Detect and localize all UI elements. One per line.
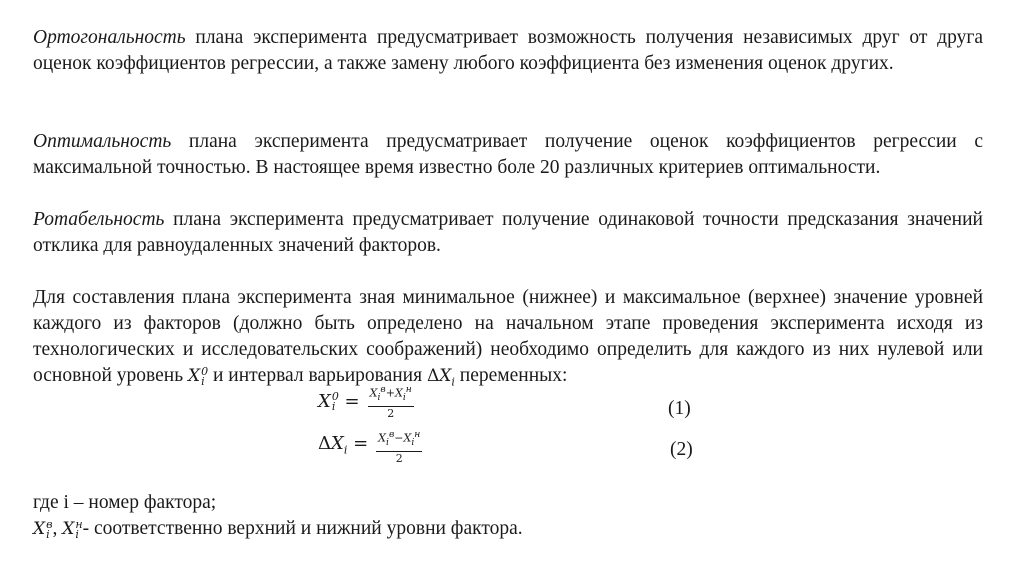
paragraph-text: и интервал варьирования	[208, 365, 427, 386]
formula-1-fraction: $\frac{X_i^в+X_i^н}{2}$	[369, 384, 412, 420]
term-rotatability: Ротабельность	[33, 209, 165, 230]
paragraph-optimality	[33, 129, 983, 181]
footer-factor-index: где i – номер фактора;	[33, 492, 217, 513]
paragraph-levels	[33, 285, 983, 395]
paragraph-text: плана эксперимента предусматривает получение оценок коэффициентов регрессии с максимальной точностью. В настоящее время известно боле 20 различных критериев оптимальности.	[33, 131, 983, 178]
formula-2	[318, 428, 422, 466]
formula-2-fraction: $\frac{X_i^в-X_i^н}{2}$	[378, 429, 421, 465]
zero-level-symbol: X 0 i	[187, 364, 209, 388]
paragraph-text: Для составления плана эксперимента зная минимальное (нижнее) и максимальное (верхнее) значение уровней каждого из факторов (должно быть определено на начальном этапе проведения эксперимента исходя из технологических и исследовательских соображений) необходимо определить для каждого из них нулевой или основной уровень	[33, 287, 983, 386]
lower-level-symbol: X н i	[62, 517, 83, 541]
formula-1-number: (1)	[668, 398, 691, 419]
separator: ,	[52, 518, 63, 539]
term-optimality: Оптимальность	[33, 131, 172, 152]
formula-1	[318, 383, 414, 421]
interval-symbol: $\Delta X_i$	[426, 366, 455, 389]
paragraph-text: плана эксперимента предусматривает возможность получения независимых друг от друга оценок коэффициентов регрессии, а также замену любого коэффициента без изменения оценок других.	[33, 27, 983, 74]
upper-level-symbol: X в i	[33, 517, 53, 541]
paragraph-text: - соответственно верхний и нижний уровни фактора.	[82, 518, 523, 539]
paragraph-text: переменных:	[454, 365, 568, 386]
formula-2-lhs: $\Delta X_i$ =	[318, 432, 369, 457]
formula-1-lhs: X 0 i =	[318, 389, 360, 413]
formula-2-number: (2)	[670, 439, 693, 460]
paragraph-text: плана эксперимента предусматривает получение одинаковой точности предсказания значений отклика для равноудаленных значений факторов.	[33, 209, 983, 256]
term-orthogonality: Ортогональность	[33, 27, 186, 48]
paragraph-rotatability	[33, 207, 983, 259]
footer-levels-definition	[33, 516, 983, 542]
paragraph-orthogonality	[33, 25, 983, 77]
